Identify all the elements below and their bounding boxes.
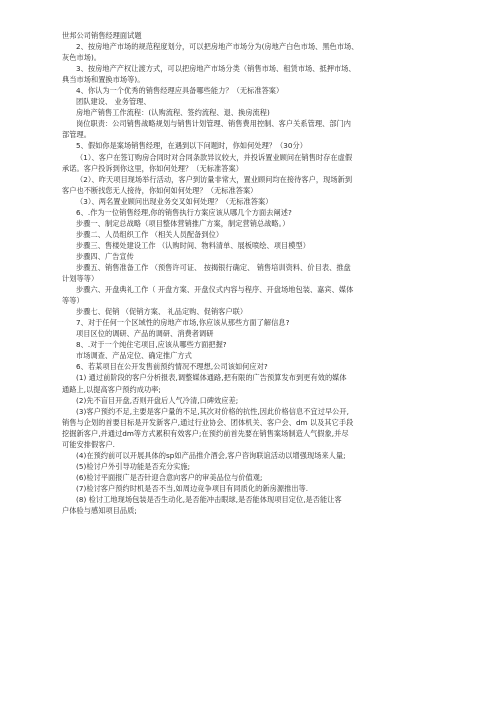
text-line: 客户也不断找您无人接待，你如何如何处理？（无标准答案） [62, 185, 258, 195]
text-line: 团队建设、 业务管理、 [76, 97, 151, 107]
text-line: (4)在预约前可以开展具体的sp如产品推介酒会,客户咨询联谊活动以增强现场来人量; [76, 450, 346, 460]
text-line: 步骤三、售楼处建设工作 （认购时间、物料清单、展板喷绘、项目模型） [76, 240, 310, 250]
text-line: 2、按房地产市场的规范程度划分，可以把房地产市场分为(房地产白色市场、黑色市场、 [76, 42, 359, 52]
text-line: 计划等等） [62, 274, 99, 284]
text-line: 等等） [62, 296, 84, 306]
text-line: 通路上,以提高客户预约成功率; [62, 384, 161, 394]
text-line: 6、若某项目在公开发售前预约情况不理想,公司该如何应对? [76, 362, 268, 372]
text-line: (2)先不盲目开盘,否则开盘后人气冷清,口碑效应差; [76, 395, 239, 405]
text-line: 项目区位的调研、产品的调研、消费者调研 [76, 329, 214, 339]
text-line: 步骤七、促销 （促销方案、 礼品定购、促销客户联） [76, 307, 248, 317]
text-line: 5、假如你是案场销售经理，在遇到以下问题时，你如何处理？（30分） [76, 141, 307, 151]
text-line: 挖掘新客户,并通过dm等方式累积有效客户;在预约前首先要在销售案场制造人气假象,并尽 [62, 428, 349, 438]
text-line: 6、.作为一位销售经理,你的销售执行方案应该从哪几个方面去阐述? [76, 207, 292, 217]
text-line: 3、按房地产产权让渡方式，可以把房地产市场分类（销售市场、租赁市场、抵押市场、 [76, 64, 356, 74]
text-line: 户体验与感知项目品质; [62, 506, 137, 516]
text-line: 7、对于任何一个区域性的房地产市场,你应该从那些方面了解信息? [76, 318, 290, 328]
text-line: 典当市场和置换市场等)。 [62, 75, 145, 85]
text-line: 步骤四、广告宣传 [76, 251, 134, 261]
text-line: 岗位职责：公司销售战略规划与销售计划管理、销售费用控制、客户关系管理、部门内 [76, 119, 352, 129]
text-line: 部管理。 [62, 130, 91, 140]
text-line: (1) 通过前阶段的客户分析报表,调整媒体通路,把有限的广告预算发布到更有效的媒体 [76, 373, 347, 383]
text-line: 4、你认为一个优秀的销售经理应具备哪些能力？（无标准答案） [76, 86, 284, 96]
text-line: (7)检讨客户预约时机是否不当,如周边竞争项目有同质化的新房源推出等. [76, 483, 309, 493]
text-line: (3)客户预约不足,主要是客户量的不足,其次对价格的抗性,因此价格信息不宜过早公开, [76, 406, 349, 416]
text-line: （2）、昨天项目现场举行活动，客户到访量非常大，置业顾问均在接待客户，现场新到 [76, 174, 353, 184]
text-line: 销售与企划的首要目标是开发新客户,通过行业协会、团体机关、客户会、dm 以及其它手段 [62, 417, 354, 427]
text-line: (5)检讨户外引导功能是否充分实施; [76, 461, 191, 471]
text-line: （1）、客户在签订购房合同时对合同条款异议较大，并投诉置业顾问在销售时存在虚假 [76, 152, 353, 162]
text-line: 承诺。客户投诉到你这里，你如何处理？（无标准答案） [62, 163, 243, 173]
document-title: 世邦公司销售经理面试题 [62, 31, 142, 40]
text-line: (8) 检讨工地现场包装是否生动化,是否能冲击眼球,是否能体现项目定位,是否能让客 [76, 494, 342, 504]
text-line: 步骤二、人员组织工作 （相关人员配备到位） [76, 229, 224, 239]
text-line: 8、.对于一个纯住宅项目,应该从哪些方面把握? [76, 340, 227, 350]
text-line: 可能安排假客户. [62, 439, 115, 449]
text-line: 市场调查、产品定位、确定推广方式 [76, 351, 192, 361]
text-line: 步骤六、开盘典礼工作（ 开盘方案、开盘仪式内容与程序、开盘场地包装、嘉宾、媒体 [76, 285, 354, 295]
text-line: （3）、两名置业顾问出现业务交叉如何处理？（无标准答案） [76, 196, 273, 206]
text-line: 灰色市场)。 [62, 53, 102, 63]
text-line: (6)检讨平面报广是否针迎合意向客户的审美品位与价值观; [76, 472, 263, 482]
text-line: 步骤五、销售准备工作 （预售许可证、 按揭银行确定、 销售培训资料、价目表、推盘 [76, 262, 351, 272]
document-page [62, 30, 440, 516]
text-line: 步骤一、制定总战略（项目整体营销推广方案，制定营销总战略。） [76, 218, 290, 228]
text-line: 房地产销售工作流程：(认购流程、签约流程、退、换房流程) [76, 108, 270, 118]
